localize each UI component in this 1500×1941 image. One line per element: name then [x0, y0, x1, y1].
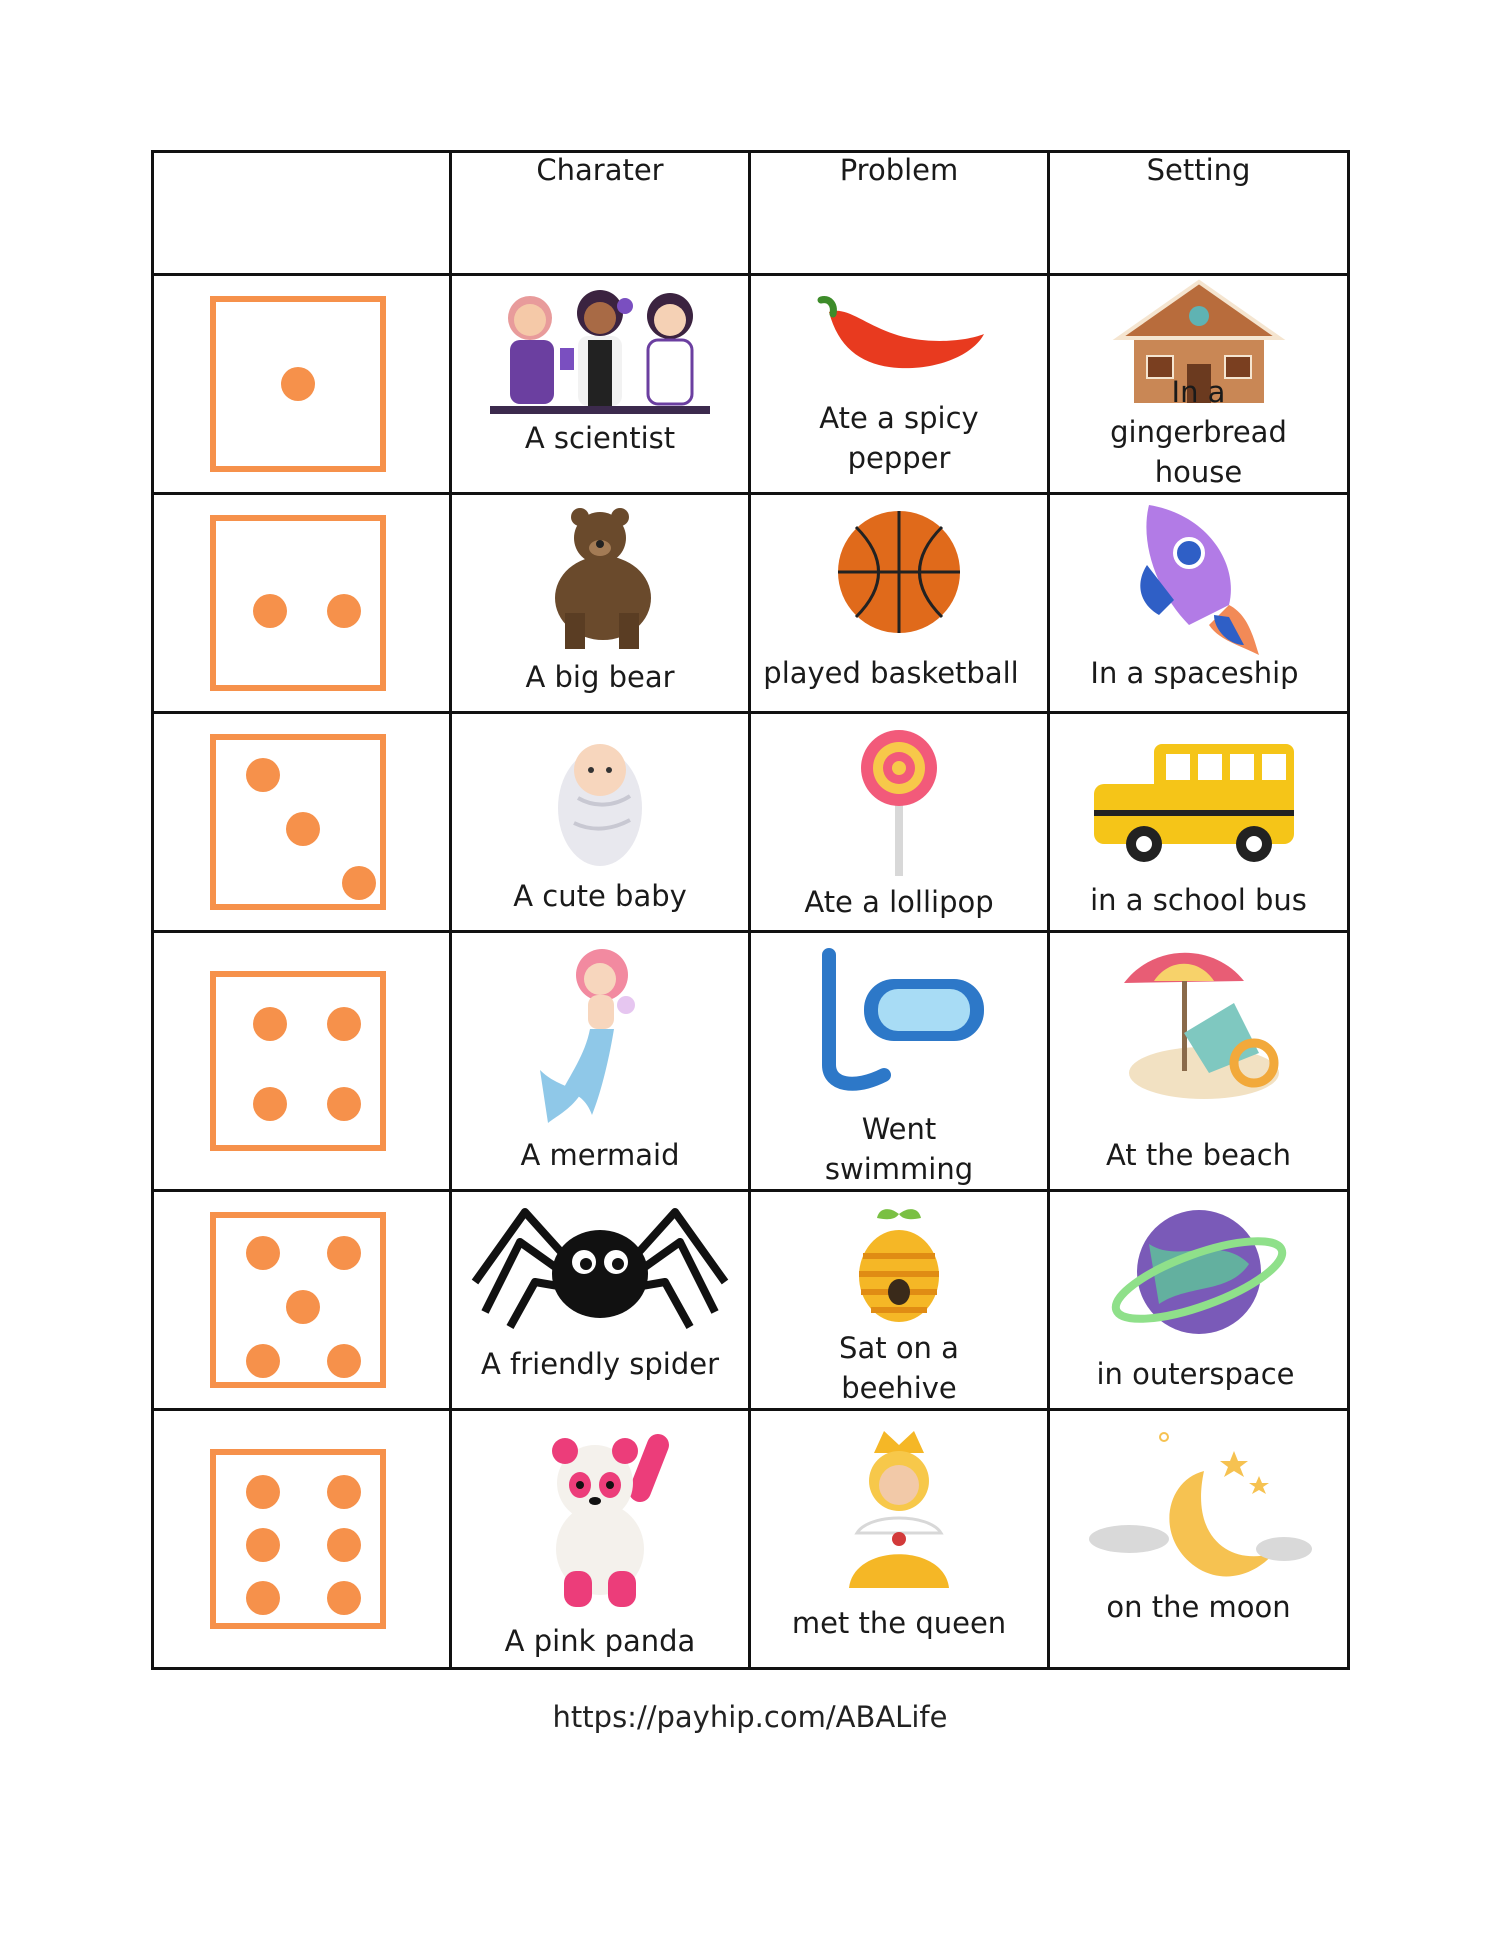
- setting-cell: [1049, 1409, 1349, 1668]
- die-four-icon: [210, 971, 386, 1151]
- header-character: Charater: [451, 152, 750, 275]
- problem-cell: [750, 274, 1049, 493]
- footer-link[interactable]: https://payhip.com/ABALife: [552, 1700, 948, 1734]
- problem-cell: [750, 1409, 1049, 1668]
- rocket-icon: [1119, 505, 1279, 655]
- beehive-icon: [849, 1206, 949, 1326]
- problem-cell: [750, 493, 1049, 712]
- problem-label: Ate a lollipop: [804, 884, 994, 919]
- baby-icon: [550, 728, 650, 868]
- header-problem: Problem: [750, 152, 1049, 275]
- problem-cell: [750, 931, 1049, 1190]
- table-row: [153, 712, 1349, 931]
- problem-cell: [750, 1190, 1049, 1409]
- die-two-icon: [210, 515, 386, 691]
- die-cell: [153, 493, 451, 712]
- die-cell: [153, 931, 451, 1190]
- die-cell: [153, 274, 451, 493]
- die-cell: [153, 712, 451, 931]
- header-row: [153, 152, 1349, 275]
- table-row: [153, 1409, 1349, 1668]
- character-label: A pink panda: [504, 1624, 696, 1658]
- basketball-icon: [834, 507, 964, 637]
- snorkel-mask-icon: [804, 945, 994, 1095]
- table-row: [153, 1190, 1349, 1409]
- setting-label: In a gingerbread house: [1110, 374, 1287, 489]
- character-cell: [451, 1190, 750, 1409]
- problem-label: Went swimming: [824, 1111, 974, 1186]
- die-cell: [153, 1190, 451, 1409]
- problem-label: met the queen: [791, 1606, 1007, 1640]
- character-cell: [451, 493, 750, 712]
- setting-cell: [1049, 931, 1349, 1190]
- die-three-icon: [210, 734, 386, 910]
- die-one-icon: [210, 296, 386, 472]
- character-cell: [451, 1409, 750, 1668]
- setting-label: on the moon: [1106, 1590, 1291, 1624]
- beach-chair-icon: [1114, 943, 1284, 1103]
- character-label: A scientist: [524, 420, 676, 455]
- scientists-icon: [480, 278, 720, 423]
- character-cell: [451, 931, 750, 1190]
- spider-icon: [470, 1202, 730, 1332]
- queen-icon: [839, 1423, 959, 1588]
- setting-cell: [1049, 1190, 1349, 1409]
- table-row: [153, 493, 1349, 712]
- setting-label: In a spaceship: [1090, 655, 1299, 690]
- panda-icon: [530, 1431, 670, 1611]
- character-label: A mermaid: [520, 1137, 680, 1172]
- problem-label: Ate a spicy pepper: [819, 400, 979, 475]
- chili-pepper-icon: [809, 290, 989, 380]
- table-row: [153, 931, 1349, 1190]
- planet-icon: [1109, 1204, 1289, 1344]
- setting-label: in a school bus: [1090, 882, 1307, 917]
- die-six-icon: [210, 1449, 386, 1629]
- setting-cell: [1049, 712, 1349, 931]
- header-setting: Setting: [1049, 152, 1349, 275]
- problem-cell: [750, 712, 1049, 931]
- setting-cell: [1049, 274, 1349, 493]
- character-label: A cute baby: [513, 878, 687, 913]
- header-blank: [153, 152, 451, 275]
- setting-label: in outerspace: [1096, 1356, 1295, 1391]
- school-bus-icon: [1094, 744, 1304, 864]
- moon-icon: [1084, 1431, 1314, 1591]
- character-cell: [451, 274, 750, 493]
- story-dice-table: [151, 150, 1350, 1670]
- table-row: [153, 274, 1349, 493]
- character-cell: [451, 712, 750, 931]
- setting-label: At the beach: [1105, 1137, 1292, 1172]
- bear-icon: [535, 503, 665, 653]
- die-five-icon: [210, 1212, 386, 1388]
- mermaid-icon: [530, 945, 670, 1125]
- problem-label: Sat on a beehive: [839, 1330, 959, 1405]
- character-label: A friendly spider: [480, 1346, 720, 1381]
- setting-cell: [1049, 493, 1349, 712]
- problem-label: played basketball: [763, 655, 1019, 690]
- lollipop-icon: [854, 726, 944, 876]
- die-cell: [153, 1409, 451, 1668]
- character-label: A big bear: [525, 659, 675, 694]
